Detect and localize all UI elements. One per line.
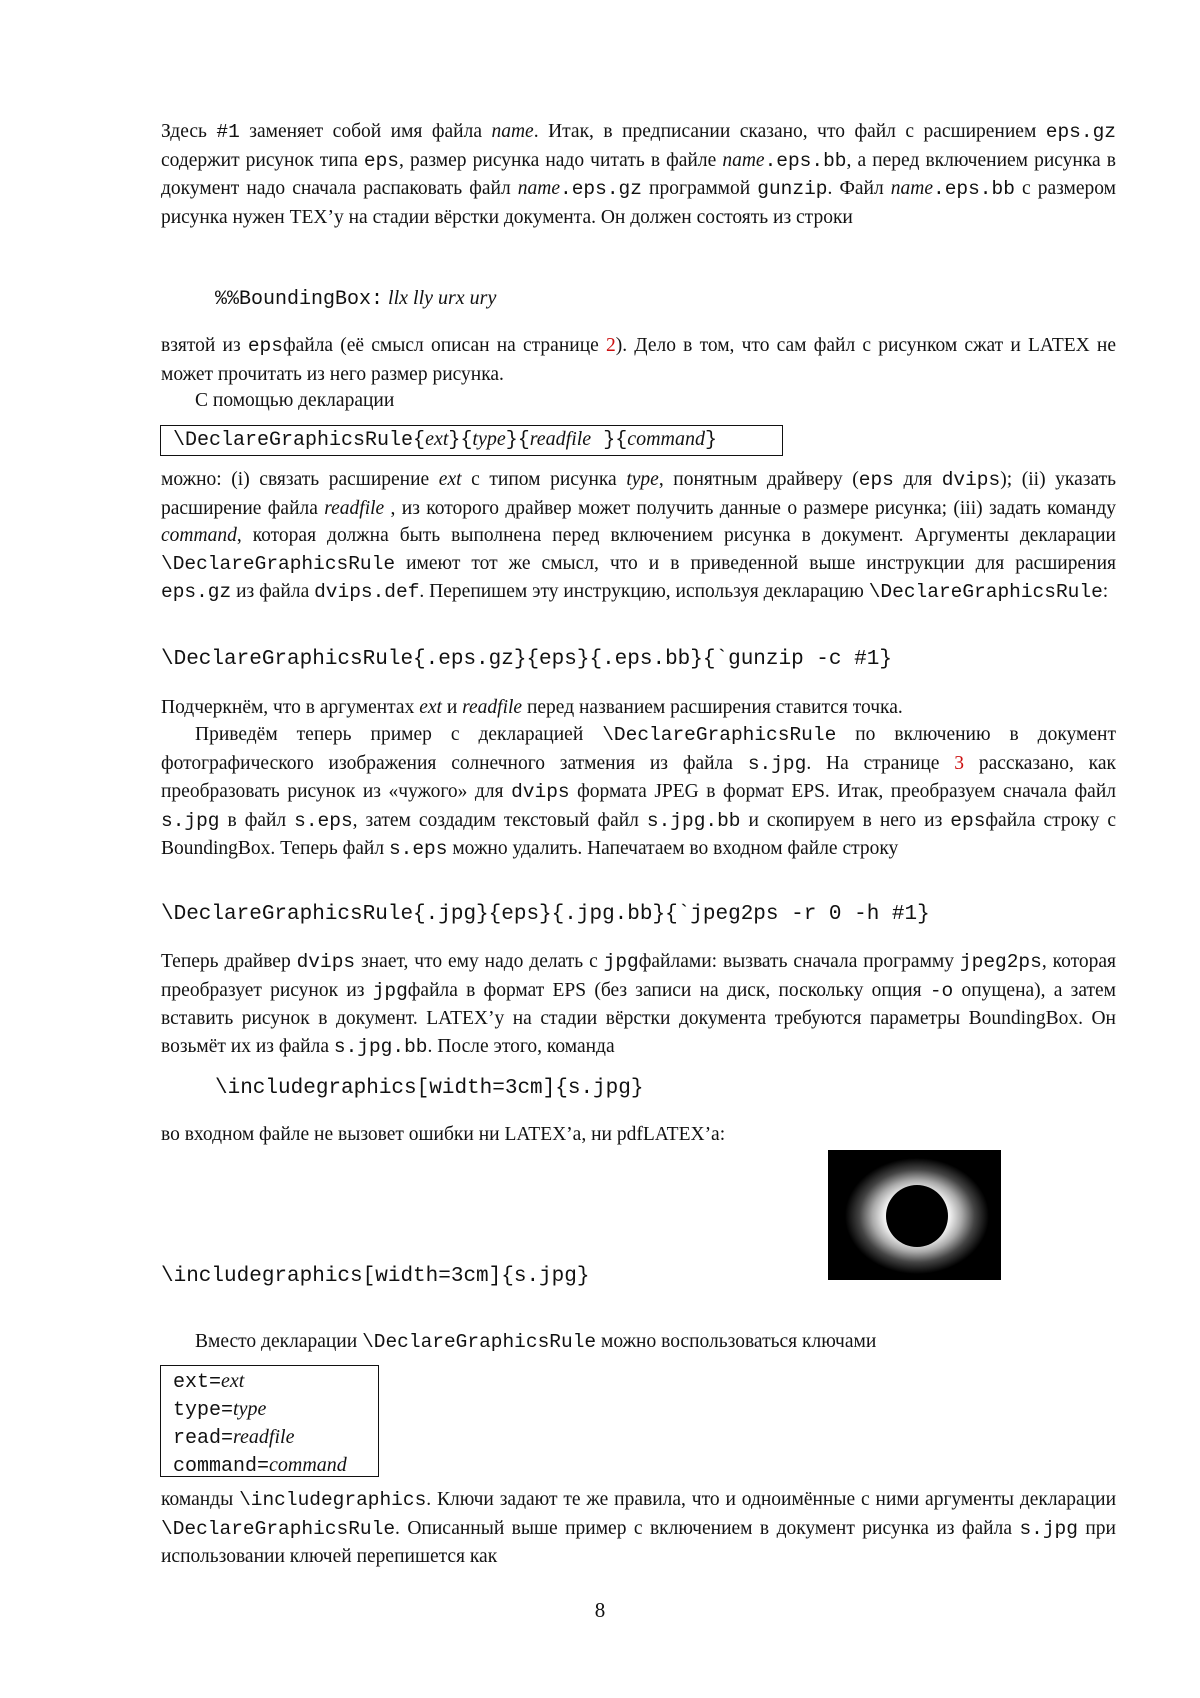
- code-inline: eps.gz: [1045, 121, 1116, 143]
- text: , затем создадим текстовый файл: [352, 809, 647, 831]
- code-block-4: \includegraphics[width=3cm]{s.jpg}: [161, 1265, 590, 1288]
- italic-text: readfile: [529, 428, 592, 450]
- text: с типом рисунка: [461, 469, 627, 490]
- code-inline: jpeg2ps: [959, 951, 1042, 973]
- text: Вместо декларации: [195, 1331, 363, 1352]
- text: можно: (i) связать расширение: [161, 469, 439, 490]
- italic-text: readfile: [324, 497, 385, 519]
- italic-text: ext: [438, 469, 462, 490]
- code-inline: dvips: [296, 951, 356, 973]
- key-row: [173, 1424, 378, 1452]
- italic-text: name: [517, 178, 561, 199]
- code-inline: \DeclareGraphicsRule: [362, 1331, 597, 1353]
- text: в файл: [219, 809, 295, 831]
- italic-text: readfile: [233, 1426, 295, 1448]
- text: , из которого драйвер может получить данные о размере рисунка; (iii) задать команду: [384, 497, 1116, 519]
- code-inline: dvips: [941, 469, 1001, 491]
- text: Теперь драйвер: [161, 951, 297, 972]
- text: и скопируем в него из: [740, 809, 951, 831]
- text: с размером рисунка нужен TEX’у на стадии вёрстки документа. Он должен состоять из строки: [161, 178, 1117, 228]
- code-inline: \DeclareGraphicsRule: [602, 724, 837, 746]
- declaration-box: [160, 425, 783, 456]
- code-inline: s.jpg.bb: [333, 1035, 428, 1058]
- text: по включению в документ фотографического изображения солнечного затмения из файла: [161, 724, 1116, 774]
- italic-text: ext: [425, 428, 449, 450]
- code-inline: eps.gz: [161, 581, 232, 603]
- code-inline: dvips: [511, 781, 570, 803]
- italic-text: name: [890, 178, 933, 199]
- code-inline: \DeclareGraphicsRule: [161, 1517, 396, 1540]
- text: рассказано, как преобразовать рисунок из «чужого» для: [161, 752, 1116, 802]
- text: и: [441, 697, 463, 718]
- code-block-3: \includegraphics[width=3cm]{s.jpg}: [215, 1077, 644, 1100]
- code-inline: command=: [173, 1455, 270, 1478]
- code-inline: eps: [247, 335, 283, 357]
- code-inline: %%BoundingBox:: [215, 288, 384, 311]
- italic-text: type: [233, 1398, 267, 1420]
- code-inline: .eps.bb: [764, 149, 847, 172]
- text: , понятным драйверу (: [658, 469, 859, 490]
- text: . Перепишем эту инструкцию, используя декларацию: [419, 581, 869, 602]
- solar-eclipse-image: [828, 1150, 1001, 1280]
- text: . Итак, в предписании сказано, что файл с расширением: [533, 121, 1046, 142]
- page-ref-link[interactable]: 2: [606, 335, 616, 356]
- text: Здесь: [161, 121, 217, 142]
- italic-text: name: [491, 121, 534, 142]
- text: . Файл: [827, 178, 891, 199]
- key-row: [173, 1396, 378, 1424]
- text: опущена), а затем вставить рисунок в документ. LATEX’у на стадии вёрстки документа требуются параметры BoundingBox. Он возьмёт их из файла: [161, 979, 1117, 1057]
- italic-text: command: [627, 428, 705, 450]
- text: , которая преобразует рисунок из: [161, 951, 1116, 1001]
- key-row: [173, 1368, 378, 1396]
- paragraph-5: [161, 694, 1116, 722]
- code-inline: jpg: [372, 979, 408, 1002]
- brace: {: [413, 429, 426, 452]
- italic-text: ext: [419, 697, 442, 718]
- text: содержит рисунок типа: [161, 149, 364, 171]
- code-inline: \DeclareGraphicsRule: [173, 429, 414, 452]
- text: можно удалить. Напечатаем во входном файле строку: [447, 838, 899, 859]
- text: файла строку с BoundingBox. Теперь файл: [161, 809, 1117, 859]
- text: файла в формат EPS (без записи на диск, поскольку опция: [407, 979, 930, 1001]
- page-ref-link[interactable]: 3: [954, 752, 965, 774]
- text: . На странице: [806, 752, 955, 774]
- paragraph-6: [161, 721, 1116, 864]
- text: формата JPEG в формат EPS. Итак, преобразуем сначала файл: [569, 781, 1116, 802]
- text: при использовании ключей перепишется как: [161, 1517, 1116, 1567]
- paragraph-4: [161, 466, 1116, 607]
- text: :: [1102, 581, 1109, 602]
- code-inline: eps: [363, 149, 400, 172]
- code-inline: s.eps: [294, 809, 353, 832]
- code-inline: eps: [950, 809, 986, 832]
- code-inline: s.jpg: [747, 752, 807, 775]
- code-inline: s.jpg: [161, 809, 220, 832]
- code-inline: .eps.gz: [560, 178, 642, 200]
- italic-text: type: [472, 428, 506, 450]
- code-inline: \DeclareGraphicsRule: [161, 552, 396, 575]
- paragraph-8: во входном файле не вызовет ошибки ни LATEX’а, ни pdfLATEX’а:: [161, 1124, 726, 1145]
- text: программой: [641, 178, 758, 199]
- code-inline: dvips.def: [314, 581, 420, 603]
- text: взятой из: [161, 335, 248, 356]
- text: Подчеркнём, что в аргументах: [161, 697, 420, 718]
- text: команды: [161, 1489, 240, 1510]
- boundingbox-line: [215, 287, 496, 311]
- text: файлами: вызвать сначала программу: [638, 951, 960, 972]
- key-row: [173, 1452, 378, 1480]
- code-inline: s.jpg.bb: [646, 809, 741, 832]
- text: имеют тот же смысл, что и в приведенной выше инструкции для расширения: [395, 552, 1116, 574]
- text: . Описанный выше пример с включением в документ рисунка из файла: [395, 1517, 1020, 1539]
- code-inline: eps: [858, 469, 894, 491]
- code-block-1: \DeclareGraphicsRule{.eps.gz}{eps}{.eps.bb}{`gunzip -c #1}: [161, 648, 892, 671]
- code-inline: -o: [929, 979, 954, 1002]
- eclipse-picture: [828, 1150, 1001, 1280]
- code-inline: s.eps: [388, 838, 448, 860]
- text: можно воспользоваться ключами: [596, 1331, 877, 1352]
- code-inline: jpg: [603, 951, 639, 973]
- italic-text: command: [161, 525, 237, 546]
- italic-text: type: [626, 469, 659, 490]
- text: . Ключи задают те же правила, что и одноимённые с ними аргументы декларации: [426, 1489, 1117, 1510]
- italic-text: ext: [221, 1370, 245, 1392]
- italic-text: command: [269, 1454, 347, 1476]
- text: , а перед включением рисунка в документ надо сначала распаковать файл: [161, 149, 1116, 199]
- code-inline: read=: [173, 1427, 234, 1450]
- text: знает, что ему надо делать с: [355, 951, 604, 972]
- italic-text: readfile: [462, 697, 523, 718]
- page-number: 8: [594, 1598, 606, 1622]
- text: файла (её смысл описан на странице: [282, 335, 606, 356]
- code-inline: gunzip: [757, 178, 828, 200]
- paragraph-1: [161, 118, 1116, 231]
- text: заменяет собой имя файла: [239, 121, 492, 142]
- text: , которая должна быть выполнена перед включением рисунка в документ. Аргументы декларации: [236, 525, 1116, 546]
- code-inline: \DeclareGraphicsRule: [868, 581, 1103, 603]
- text: для: [893, 469, 942, 490]
- brace: }{: [505, 429, 530, 452]
- italic-text: llx lly urx ury: [383, 287, 497, 309]
- brace: }: [704, 429, 717, 452]
- code-inline: \includegraphics: [239, 1489, 427, 1511]
- code-block-2: \DeclareGraphicsRule{.jpg}{eps}{.jpg.bb}{`jpeg2ps -r 0 -h #1}: [161, 903, 930, 926]
- paragraph-9: [161, 1328, 1116, 1357]
- text: перед названием расширения ставится точка.: [522, 697, 903, 718]
- text: . После этого, команда: [427, 1035, 615, 1057]
- brace: }{: [591, 429, 628, 452]
- code-inline: type=: [173, 1399, 234, 1422]
- paragraph-10: [161, 1486, 1116, 1571]
- paragraph-3: С помощью декларации: [195, 390, 395, 411]
- text: из файла: [231, 581, 315, 602]
- code-inline: s.jpg: [1019, 1517, 1078, 1540]
- text: ). Дело в том, что сам файл с рисунком сжат и LATEX не может прочитать из него размер рисунка.: [161, 335, 1117, 385]
- code-inline: #1: [216, 121, 240, 143]
- brace: }{: [448, 429, 473, 452]
- paragraph-2: [161, 332, 1116, 388]
- text: ); (ii) указать расширение файла: [161, 469, 1117, 519]
- text: , размер рисунка надо читать в файле: [399, 149, 723, 171]
- paragraph-7: [161, 948, 1116, 1061]
- code-inline: ext=: [173, 1371, 222, 1394]
- code-inline: .eps.bb: [933, 178, 1015, 200]
- italic-text: name: [722, 149, 765, 171]
- text: Приведём теперь пример с декларацией: [195, 724, 603, 745]
- keys-box: [160, 1365, 379, 1477]
